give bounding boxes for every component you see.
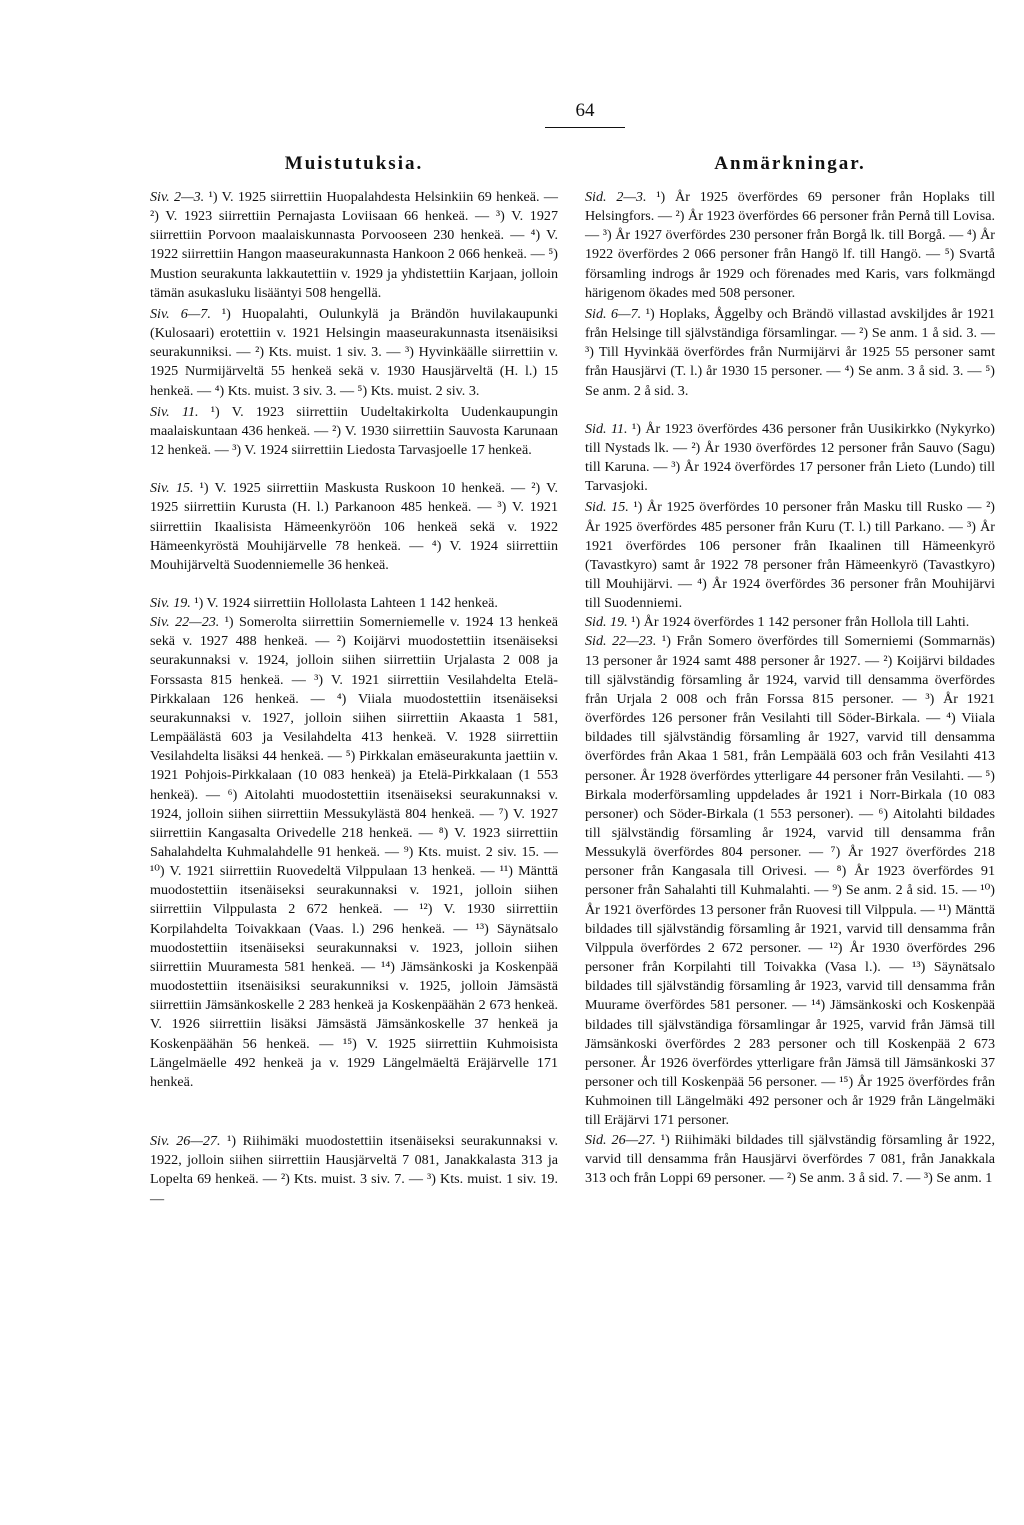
- finnish-heading: Muistutuksia.: [284, 153, 424, 174]
- swedish-note-sid-6-7: [585, 305, 995, 401]
- note-text: ¹) Riihimäki muodostettiin itsenäiseksi seurakunnaksi v. 1922, jolloin siihen siirrettiin Hausjärveltä 7 081, Janakkalasta 313 ja Lopelta 69 henkeä. — ²) Kts. muist. 3 siv. 7. — ³) Kts. muist. 1 siv. 19. —: [150, 1133, 559, 1207]
- note-ref: Siv. 19.: [150, 594, 191, 611]
- note-text: ¹) Somerolta siirrettiin Somerniemelle v. 1924 13 henkeä sekä v. 1927 488 henkeä. — ²) Koijärvi muodostettiin itsenäiseksi seurakunnaksi v. 1924, jolloin siihen siirrettiin Urjalasta 2 008 ja Forssasta 815 henkeä. — ³) V. 1921 siirrettiin Vesilahdelta Etelä-Pirkkalaan 126 henkeä. — ⁴) Viiala muodostettiin itsenäiseksi seurakunnaksi v. 1927, jolloin siihen siirrettiin Akaasta 1 581, Lempäälästä 603 ja Vesilahdelta 413 henkeä. V. 1928 siirrettiin Vesilahdelta lisäksi 44 henkeä. — ⁵) Pirkkalan emäseurakunta jaettiin v. 1921 Pohjois-Pirkkalaan (10 083 henkeä) ja Etelä-Pirkkalaan (1 553 henkeä). — ⁶) Aitolahti muodostettiin itsenäiseksi seurakunnaksi v. 1924, jolloin siihen siirrettiin Messukylästä 804 henkeä. — ⁷) V. 1927 siirrettiin Kangasalta Orivedelle 218 henkeä. — ⁸) V. 1923 siirrettiin Sahalahdelta Kuhmalahdelle 91 henkeä. — ⁹) Kts. muist. 2 siv. 15. — ¹⁰) V. 1921 siirrettiin Ruovedeltä Vilppulaan 13 henkeä. — ¹¹) Mänttä muodostettiin itsenäiseksi seurakunnaksi v. 1921, jolloin siihen siirrettiin Vilppulasta 2 672 henkeä. — ¹²) V. 1930 siirrettiin Korpilahdelta Toivakkaan (Vaas. l.) 296 henkeä. — ¹³) Säynätsalo muodostettiin itsenäiseksi seurakunnaksi v. 1923, jolloin siihen siirrettiin Muuramesta 581 henkeä. — ¹⁴) Jämsänkoski ja Koskenpää muodostettiin itsenäisiksi seurakunniksi v. 1925, jolloin Jämsästä siirrettiin Jämsänkoskelle 2 283 henkeä ja Koskenpäähän 2 673 henkeä. V. 1926 siirrettiin lisäksi Jämsästä Jämsänkoskelle 37 henkeä ja Koskenpäähän 56 henkeä. — ¹⁵) V. 1925 siirrettiin Kuhmoisista Längelmäelle 492 henkeä ja v. 1929 Längelmäeltä Eräjärvelle 171 henkeä.: [150, 614, 558, 1090]
- page-number-rule: [545, 127, 625, 128]
- note-ref: Sid. 15.: [585, 499, 629, 516]
- finnish-column: [150, 152, 558, 1209]
- page-number: 64: [575, 100, 595, 121]
- note-ref: Siv. 2—3.: [150, 189, 205, 205]
- note-text: ¹) År 1925 överfördes 10 personer från Masku till Rusko — ²) År 1925 överfördes 485 personer från Kuru (T. l.) till Parkano. — ³) År 1921 överfördes 106 personer från Ikaalinen till Hämeenkyrö (Tavastkyro) samt år 1922 78 personer från Hämeenkyrö (Tavastkyro) till Mouhijärvi. — ⁴) År 1924 överfördes 36 personer från Mouhijärvi till Suodenniemi.: [585, 499, 995, 612]
- swedish-note-sid-26-27: [585, 1131, 995, 1188]
- finnish-note-siv-6-7: [150, 305, 558, 401]
- swedish-note-sid-22-23: [585, 632, 995, 1130]
- swedish-note-sid-2-3: [585, 188, 995, 303]
- finnish-note-siv-15: [150, 479, 558, 575]
- note-text: ¹) År 1925 överfördes 69 personer från Hoplaks till Helsingfors. — ²) År 1923 överfördes 66 personer från Pernå till Lovisa. — ³) År 1927 överfördes 230 personer från Borgå lk. till Borgå. — ⁴) År 1922 överfördes 2 066 personer från Hangö lf. till Hangö. — ⁵) Svartå församling indrogs år 1929 och förenades med Karis, vars folkmängd härigenom ökades med 508 personer.: [585, 189, 995, 301]
- note-text: ¹) År 1924 överfördes 1 142 personer från Hollola till Lahti.: [631, 614, 970, 631]
- finnish-note-siv-2-3: [150, 188, 558, 303]
- note-ref: Sid. 26—27.: [585, 1131, 656, 1148]
- note-text: ¹) Huopalahti, Oulunkylä ja Brändön huvilakaupunki (Kulosaari) erotettiin v. 1921 Helsingin maaseurakunnasta itsenäisiksi seurakunniksi. — ²) Kts. muist. 1 siv. 3. — ³) Hyvinkäälle siirrettiin v. 1925 Nurmijärveltä 55 henkeä sekä v. 1930 Hausjärveltä (H. l.) 15 henkeä. — ⁴) Kts. muist. 3 siv. 3. — ⁵) Kts. muist. 2 siv. 3.: [150, 305, 558, 399]
- swedish-column: [585, 152, 995, 1188]
- note-text: ¹) V. 1925 siirrettiin Maskusta Ruskoon 10 henkeä. — ²) V. 1925 siirrettiin Kurusta (H. l.) Parkanoon 485 henkeä. — ³) V. 1921 siirrettiin Ikaalisista Hämeenkyröön 106 henkeä sekä v. 1922 Hämeenkyröstä Mouhijärvelle 78 henkeä. — ⁴) V. 1924 siirrettiin Mouhijärveltä Suodenniemelle 36 henkeä.: [150, 480, 558, 573]
- note-text: ¹) År 1923 överfördes 436 personer från Uusikirkko (Nykyrko) till Nystads lk. — ²) År 1930 överfördes 12 personer från Sauvo (Sagu) till Karuna. — ³) År 1924 överfördes 17 personer från Lieto (Lundo) till Tarvasjoki.: [585, 420, 995, 495]
- finnish-note-siv-26-27: [150, 1132, 558, 1209]
- note-ref: Sid. 22—23.: [585, 633, 657, 650]
- swedish-note-sid-11: [585, 420, 995, 497]
- note-ref: Sid. 11.: [585, 420, 628, 437]
- note-text: ¹) Riihimäki bildades till självständig församling år 1922, varvid till densamma från Hausjärvi överfördes 7 081, från Janakkala 313 och från Loppi 69 personer. — ²) Se anm. 3 å sid. 7. — ³) Se anm. 1: [585, 1131, 995, 1186]
- note-text: ¹) V. 1924 siirrettiin Hollolasta Lahteen 1 142 henkeä.: [194, 594, 498, 611]
- note-ref: Sid. 2—3.: [585, 189, 647, 205]
- note-ref: Siv. 26—27.: [150, 1133, 221, 1150]
- note-ref: Siv. 6—7.: [150, 305, 211, 322]
- swedish-note-sid-19: [585, 613, 995, 632]
- finnish-note-siv-19: [150, 594, 558, 613]
- finnish-note-siv-11: [150, 403, 558, 460]
- finnish-note-siv-22-23: [150, 613, 558, 1092]
- note-ref: Siv. 15.: [150, 480, 194, 497]
- swedish-note-sid-15: [585, 498, 995, 613]
- swedish-heading: Anmärkningar.: [714, 153, 866, 174]
- note-text: ¹) Hoplaks, Åggelby och Brändö villastad avskiljdes år 1921 från Helsinge till självständiga församlingar. — ²) Se anm. 1 å sid. 3. — ³) Till Hyvinkää överfördes från Nurmijärvi år 1925 55 personer samt från Hausjärvi (T. l.) år 1930 15 personer. — ⁴) Se anm. 3 å sid. 3. — ⁵) Se anm. 2 å sid. 3.: [585, 305, 995, 399]
- note-text: ¹) Från Somero överfördes till Somerniemi (Sommarnäs) 13 personer år 1924 samt 488 personer år 1927. — ²) Koijärvi bildades till självständig församling år 1924, varvid till densamma överfördes från Urjala 2 008 och från Forssa 815 personer. — ³) År 1921 överfördes 126 personer från Vesilahti till Söder-Birkala. — ⁴) Viiala bildades till självständig församling år 1927, varvid till densamma överfördes från Akaa 1 581, från Lempäälä 603 och från Vesilahti 413 personer. År 1928 överfördes ytterligare 44 personer från Vesilahti. — ⁵) Birkala moderförsamling uppdelades år 1921 i Norr-Birkala (10 083 personer) och Söder-Birkala (1 553 personer). — ⁶) Aitolahti bildades till självständig församling år 1924, varvid till densamma från Messukylä överfördes 804 personer. — ⁷) År 1927 överfördes 218 personer från Kangasala till Orivesi. — ⁸) År 1923 överfördes 91 personer från Sahalahti till Kuhmalahti. — ⁹) Se anm. 2 å sid. 15. — ¹⁰) År 1921 överfördes 13 personer från Ruovesi till Vilppula. — ¹¹) Mänttä bildades till självständig församling år 1921, varvid till densamma från Vilppula överfördes 2 672 personer. — ¹²) År 1930 överfördes 296 personer från Korpilahti till Toivakka (Vasa l.). — ¹³) Säynätsalo bildades till självständig församling år 1923, varvid till densamma från Muurame överfördes 581 personer. — ¹⁴) Jämsänkoski och Koskenpää bildades till självständiga församlingar år 1925, varvid från Jämsä till Jämsänkoski överfördes 2 283 personer och till Koskenpää 2 673 personer. År 1926 överfördes ytterligare från Jämsä till Jämsänkoski 37 personer och till Koskenpää 56 personer. — ¹⁵) År 1925 överfördes från Kuhmoinen till Längelmäki 492 personer och år 1929 från Längelmäki till Eräjärvi 171 personer.: [585, 633, 995, 1129]
- note-ref: Siv. 22—23.: [150, 614, 220, 631]
- note-ref: Siv. 11.: [150, 403, 199, 420]
- note-ref: Sid. 6—7.: [585, 305, 642, 322]
- note-ref: Sid. 19.: [585, 614, 628, 631]
- note-text: ¹) V. 1923 siirrettiin Uudeltakirkolta Uudenkaupungin maalaiskuntaan 436 henkeä. — ²) V. 1930 siirrettiin Sauvosta Karunaan 12 henkeä. — ³) V. 1924 siirrettiin Liedosta Tarvasjoelle 17 henkeä.: [150, 403, 559, 459]
- note-text: ¹) V. 1925 siirrettiin Huopalahdesta Helsinkiin 69 henkeä. — ²) V. 1923 siirrettiin Pernajasta Loviisaan 66 henkeä. — ³) V. 1927 siirrettiin Porvoon maalaiskunnasta Porvooseen 230 henkeä. — ⁴) V. 1922 siirrettiin Hangon maaseurakunnasta Hankoon 2 066 henkeä. — ⁵) Mustion seurakunta lakkautettiin v. 1929 ja yhdistettiin Karjaan, jolloin tämän asukasluku lisääntyi 508 hengellä.: [150, 189, 558, 301]
